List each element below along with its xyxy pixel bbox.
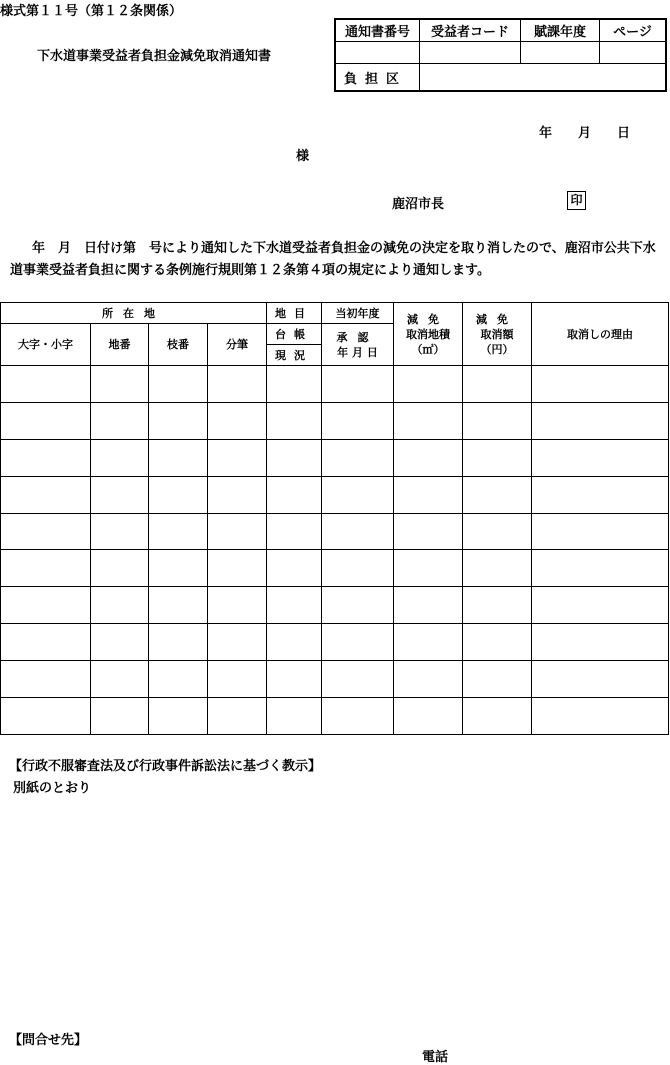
table-cell	[322, 476, 394, 513]
table-cell	[394, 439, 463, 476]
recipient-suffix: 様	[296, 149, 310, 164]
levy-year-value	[521, 42, 600, 64]
table-cell	[267, 587, 322, 624]
table-cell	[149, 366, 208, 403]
table-cell	[532, 476, 669, 513]
table-cell	[1, 661, 91, 698]
table-cell	[463, 476, 532, 513]
table-cell	[267, 550, 322, 587]
table-cell	[149, 476, 208, 513]
levy-year-header: 賦課年度	[521, 19, 600, 42]
table-row	[1, 513, 669, 550]
reason-header: 取消しの理由	[532, 303, 669, 366]
table-cell	[394, 366, 463, 403]
table-cell	[322, 513, 394, 550]
table-row	[1, 624, 669, 661]
table-row	[1, 661, 669, 698]
area-header-line3: （㎡）	[411, 342, 445, 356]
contact-heading: 【問合せ先】	[9, 1033, 88, 1048]
table-cell	[267, 366, 322, 403]
table-cell	[149, 402, 208, 439]
table-cell	[322, 439, 394, 476]
table-cell	[463, 513, 532, 550]
table-cell	[267, 698, 322, 735]
table-cell	[1, 402, 91, 439]
table-cell	[208, 624, 267, 661]
issuer: 鹿沼市長	[392, 197, 445, 212]
table-cell	[394, 550, 463, 587]
lot-number-header: 地番	[91, 324, 149, 366]
table-cell	[532, 624, 669, 661]
table-cell	[208, 550, 267, 587]
appeal-heading: 【行政不服審査法及び行政事件訴訟法に基づく教示】	[9, 759, 322, 774]
table-cell	[463, 366, 532, 403]
table-cell	[267, 624, 322, 661]
cancelled-amount-header	[463, 303, 532, 366]
table-cell	[1, 366, 91, 403]
table-cell	[267, 476, 322, 513]
table-row	[1, 587, 669, 624]
table-cell	[1, 513, 91, 550]
table-cell	[1, 587, 91, 624]
table-cell	[532, 698, 669, 735]
table-cell	[91, 587, 149, 624]
aza-header: 大字・小字	[1, 324, 91, 366]
initial-year-header: 当初年度	[322, 303, 394, 324]
table-cell	[394, 624, 463, 661]
table-cell	[91, 698, 149, 735]
table-cell	[91, 550, 149, 587]
beneficiary-code-value	[420, 42, 521, 64]
table-row	[1, 698, 669, 735]
table-cell	[463, 402, 532, 439]
table-cell	[394, 513, 463, 550]
date-line: 年 月 日	[539, 126, 631, 141]
table-cell	[91, 402, 149, 439]
table-cell	[394, 661, 463, 698]
table-cell	[394, 587, 463, 624]
table-cell	[267, 513, 322, 550]
table-cell	[208, 476, 267, 513]
table-row	[1, 476, 669, 513]
beneficiary-code-header: 受益者コード	[420, 19, 521, 42]
notice-info-table	[334, 18, 667, 92]
branch-number-header: 枝番	[149, 324, 208, 366]
table-cell	[322, 550, 394, 587]
table-cell	[149, 439, 208, 476]
document-title: 下水道事業受益者負担金減免取消通知書	[37, 49, 272, 64]
form-number: 様式第１１号（第１２条関係）	[0, 4, 183, 19]
table-cell	[394, 402, 463, 439]
table-cell	[149, 624, 208, 661]
table-cell	[208, 661, 267, 698]
table-cell	[149, 661, 208, 698]
table-cell	[208, 698, 267, 735]
table-cell	[267, 402, 322, 439]
table-cell	[532, 550, 669, 587]
approval-date-header	[322, 324, 394, 366]
table-cell	[149, 513, 208, 550]
table-cell	[394, 476, 463, 513]
page-header: ページ	[600, 19, 667, 42]
amount-header-line1: 減免	[476, 312, 518, 326]
district-value	[420, 64, 667, 92]
table-row	[1, 366, 669, 403]
table-cell	[322, 624, 394, 661]
table-cell	[532, 439, 669, 476]
table-cell	[149, 587, 208, 624]
table-cell	[1, 624, 91, 661]
area-header-line1: 減免	[407, 312, 449, 326]
table-cell	[322, 698, 394, 735]
table-cell	[463, 439, 532, 476]
table-cell	[91, 439, 149, 476]
registry-header: 台帳	[267, 324, 322, 345]
table-cell	[394, 698, 463, 735]
table-cell	[208, 366, 267, 403]
table-cell	[463, 698, 532, 735]
table-row	[1, 550, 669, 587]
table-cell	[1, 698, 91, 735]
subdivision-header: 分筆	[208, 324, 267, 366]
table-cell	[91, 661, 149, 698]
table-cell	[322, 661, 394, 698]
appeal-text: 別紙のとおり	[13, 781, 92, 796]
table-cell	[208, 402, 267, 439]
area-header-line2: 取消地積	[406, 327, 450, 341]
table-cell	[463, 624, 532, 661]
page-value	[600, 42, 667, 64]
table-cell	[532, 513, 669, 550]
district-label: 負担区	[335, 64, 420, 92]
cancellation-table	[0, 302, 669, 735]
table-row	[1, 402, 669, 439]
table-cell	[532, 366, 669, 403]
cancelled-area-header	[394, 303, 463, 366]
table-cell	[149, 550, 208, 587]
land-category-header: 地目	[267, 303, 322, 324]
table-cell	[532, 402, 669, 439]
amount-header-line3: （円）	[480, 342, 514, 356]
table-cell	[463, 661, 532, 698]
table-cell	[532, 587, 669, 624]
table-cell	[91, 513, 149, 550]
phone-label: 電話	[422, 1050, 449, 1065]
table-cell	[267, 439, 322, 476]
amount-header-line2: 取消額	[480, 327, 514, 341]
table-cell	[208, 513, 267, 550]
table-cell	[208, 587, 267, 624]
table-cell	[463, 587, 532, 624]
approval-header-line2: 年 月 日	[337, 345, 378, 359]
table-cell	[1, 476, 91, 513]
table-cell	[322, 402, 394, 439]
table-cell	[91, 366, 149, 403]
table-cell	[532, 661, 669, 698]
table-cell	[91, 476, 149, 513]
table-cell	[1, 550, 91, 587]
table-cell	[463, 550, 532, 587]
notice-body-text: 年 月 日付け第 号により通知した下水道受益者負担金の減免の決定を取り消したので、鹿沼市公共下水道事業受益者負担に関する条例施行規則第１２条第４項の規定により通知します。	[10, 241, 656, 278]
table-cell	[91, 624, 149, 661]
table-cell	[208, 439, 267, 476]
notice-number-value	[335, 42, 420, 64]
table-cell	[1, 439, 91, 476]
table-row	[1, 439, 669, 476]
table-cell	[149, 698, 208, 735]
table-cell	[322, 366, 394, 403]
location-header: 所在地	[1, 303, 267, 324]
notice-number-header: 通知書番号	[335, 19, 420, 42]
table-cell	[267, 661, 322, 698]
actual-status-header: 現況	[267, 345, 322, 366]
table-cell	[322, 587, 394, 624]
approval-header-line1: 承認	[336, 330, 379, 344]
seal-mark: 印	[567, 191, 586, 210]
